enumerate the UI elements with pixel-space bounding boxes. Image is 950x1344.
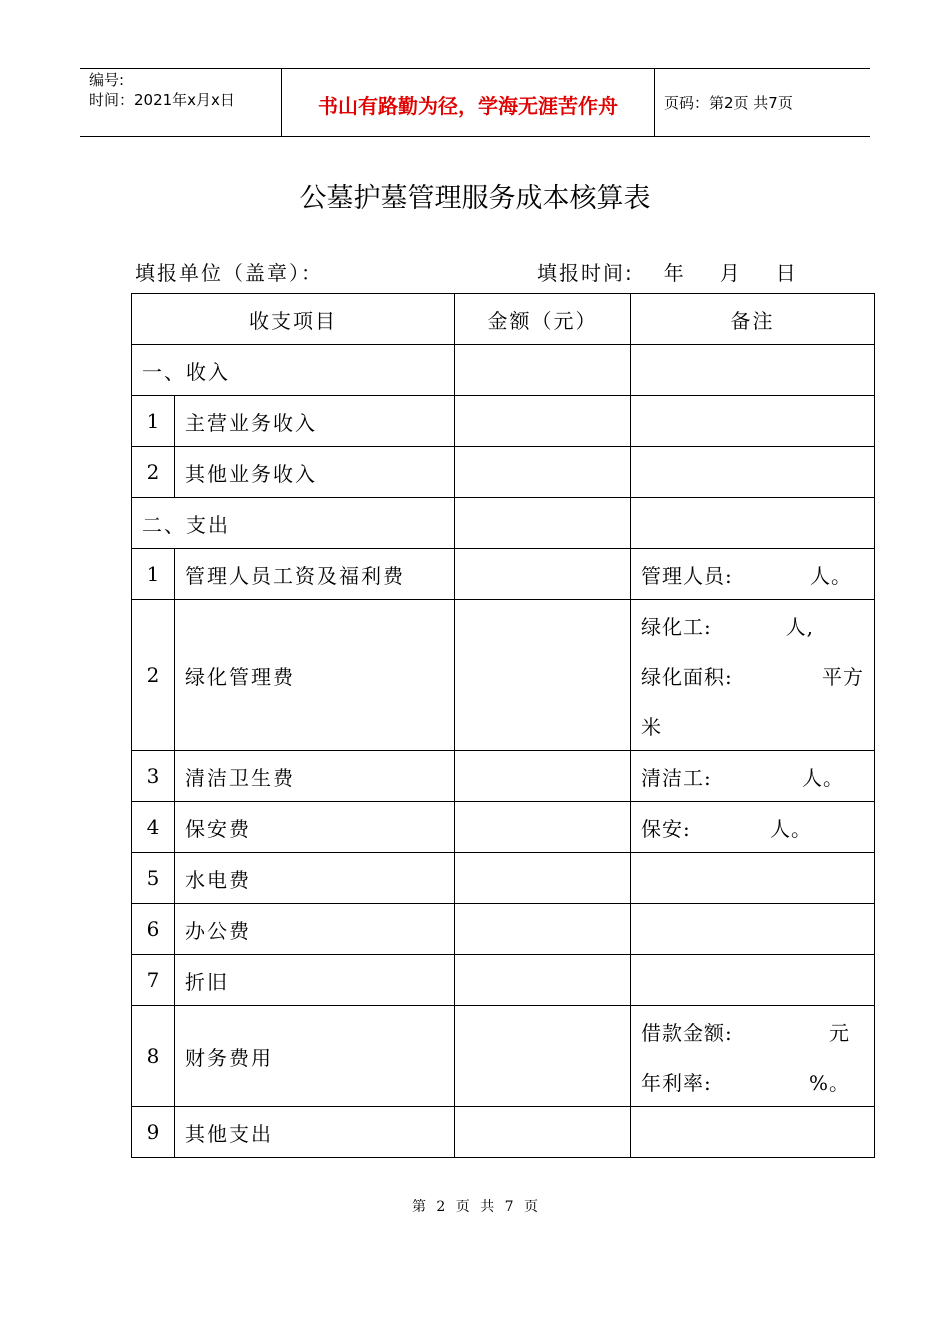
amount-cell[interactable] xyxy=(455,853,631,904)
note-text: %。 xyxy=(808,1070,850,1095)
note-cell[interactable] xyxy=(631,345,875,396)
row-item: 其他业务收入 xyxy=(175,447,455,498)
table-row xyxy=(132,1107,875,1158)
table-row xyxy=(132,853,875,904)
row-item: 办公费 xyxy=(175,904,455,955)
amount-cell[interactable] xyxy=(455,498,631,549)
row-number: 2 xyxy=(132,600,175,751)
table-row xyxy=(132,904,875,955)
note-text: 人, xyxy=(785,614,814,639)
header-divider-right xyxy=(654,68,655,136)
table-row xyxy=(132,600,875,751)
row-number: 2 xyxy=(132,447,175,498)
note-cell[interactable] xyxy=(631,1107,875,1158)
note-cell[interactable] xyxy=(631,802,875,853)
note-text: 年利率: xyxy=(641,1070,712,1095)
note-cell[interactable] xyxy=(631,549,875,600)
header-bottom-rule xyxy=(80,136,870,137)
note-cell[interactable] xyxy=(631,396,875,447)
amount-cell[interactable] xyxy=(455,802,631,853)
fill-time-label: 填报时间: xyxy=(537,261,634,285)
row-number: 9 xyxy=(132,1107,175,1158)
row-item: 水电费 xyxy=(175,853,455,904)
expense-section-row xyxy=(132,498,875,549)
row-number: 6 xyxy=(132,904,175,955)
income-section-label: 一、收入 xyxy=(132,345,455,396)
note-text: 借款金额: xyxy=(641,1020,733,1045)
motto: 书山有路勤为径，学海无涯苦作舟 xyxy=(318,94,618,118)
row-item: 其他支出 xyxy=(175,1107,455,1158)
fill-month: 月 xyxy=(719,261,742,285)
note-cell[interactable] xyxy=(631,447,875,498)
amount-cell[interactable] xyxy=(455,447,631,498)
table-row xyxy=(132,955,875,1006)
row-number: 3 xyxy=(132,751,175,802)
amount-cell[interactable] xyxy=(455,955,631,1006)
time-label: 时间：2021年x月x日 xyxy=(89,91,235,109)
document-title: 公墓护墓管理服务成本核算表 xyxy=(299,183,651,214)
note-cell[interactable] xyxy=(631,751,875,802)
row-number: 7 xyxy=(132,955,175,1006)
header-item: 收支项目 xyxy=(132,294,455,345)
note-text: 绿化工: xyxy=(641,614,712,639)
amount-cell[interactable] xyxy=(455,1006,631,1107)
amount-cell[interactable] xyxy=(455,904,631,955)
fill-day: 日 xyxy=(775,261,798,285)
table-row xyxy=(132,549,875,600)
header-amount: 金额（元） xyxy=(455,294,631,345)
fill-year: 年 xyxy=(663,261,686,285)
note-text: 管理人员: xyxy=(641,563,733,588)
row-item: 财务费用 xyxy=(175,1006,455,1107)
note-cell[interactable] xyxy=(631,498,875,549)
amount-cell[interactable] xyxy=(455,396,631,447)
row-number: 1 xyxy=(132,549,175,600)
row-item: 保安费 xyxy=(175,802,455,853)
income-section-row xyxy=(132,345,875,396)
note-cell[interactable] xyxy=(631,955,875,1006)
table-header-row xyxy=(132,294,875,345)
amount-cell[interactable] xyxy=(455,1107,631,1158)
fill-unit-label: 填报单位（盖章）： xyxy=(135,261,323,285)
note-text: 保安: xyxy=(641,816,691,841)
row-number: 1 xyxy=(132,396,175,447)
note-cell[interactable] xyxy=(631,1006,875,1107)
note-text: 平方 xyxy=(822,664,864,689)
note-text: 元 xyxy=(829,1020,850,1045)
note-text: 人。 xyxy=(802,765,844,790)
row-item: 清洁卫生费 xyxy=(175,751,455,802)
page-code: 页码：第2页 共7页 xyxy=(664,94,793,112)
row-item: 主营业务收入 xyxy=(175,396,455,447)
amount-cell[interactable] xyxy=(455,600,631,751)
fill-time xyxy=(537,257,798,286)
note-text: 人。 xyxy=(810,563,852,588)
amount-cell[interactable] xyxy=(455,549,631,600)
row-item: 绿化管理费 xyxy=(175,600,455,751)
table-row xyxy=(132,447,875,498)
amount-cell[interactable] xyxy=(455,345,631,396)
table-row xyxy=(132,396,875,447)
note-text: 绿化面积: xyxy=(641,664,733,689)
note-cell[interactable] xyxy=(631,853,875,904)
header-left xyxy=(89,70,235,110)
table-row xyxy=(132,751,875,802)
row-number: 5 xyxy=(132,853,175,904)
row-number: 4 xyxy=(132,802,175,853)
header-top-rule xyxy=(80,68,870,69)
note-text: 米 xyxy=(641,714,662,739)
table-row xyxy=(132,802,875,853)
amount-cell[interactable] xyxy=(455,751,631,802)
note-text: 清洁工: xyxy=(641,765,712,790)
cost-table xyxy=(131,293,875,1158)
page-footer: 第 2 页 共 7 页 xyxy=(411,1199,539,1215)
expense-section-label: 二、支出 xyxy=(132,498,455,549)
note-cell[interactable] xyxy=(631,904,875,955)
note-text: 人。 xyxy=(770,816,812,841)
row-item: 管理人员工资及福利费 xyxy=(175,549,455,600)
table-row xyxy=(132,1006,875,1107)
row-number: 8 xyxy=(132,1006,175,1107)
serial-label: 编号: xyxy=(89,71,125,89)
row-item: 折旧 xyxy=(175,955,455,1006)
header-note: 备注 xyxy=(631,294,875,345)
note-cell[interactable] xyxy=(631,600,875,751)
